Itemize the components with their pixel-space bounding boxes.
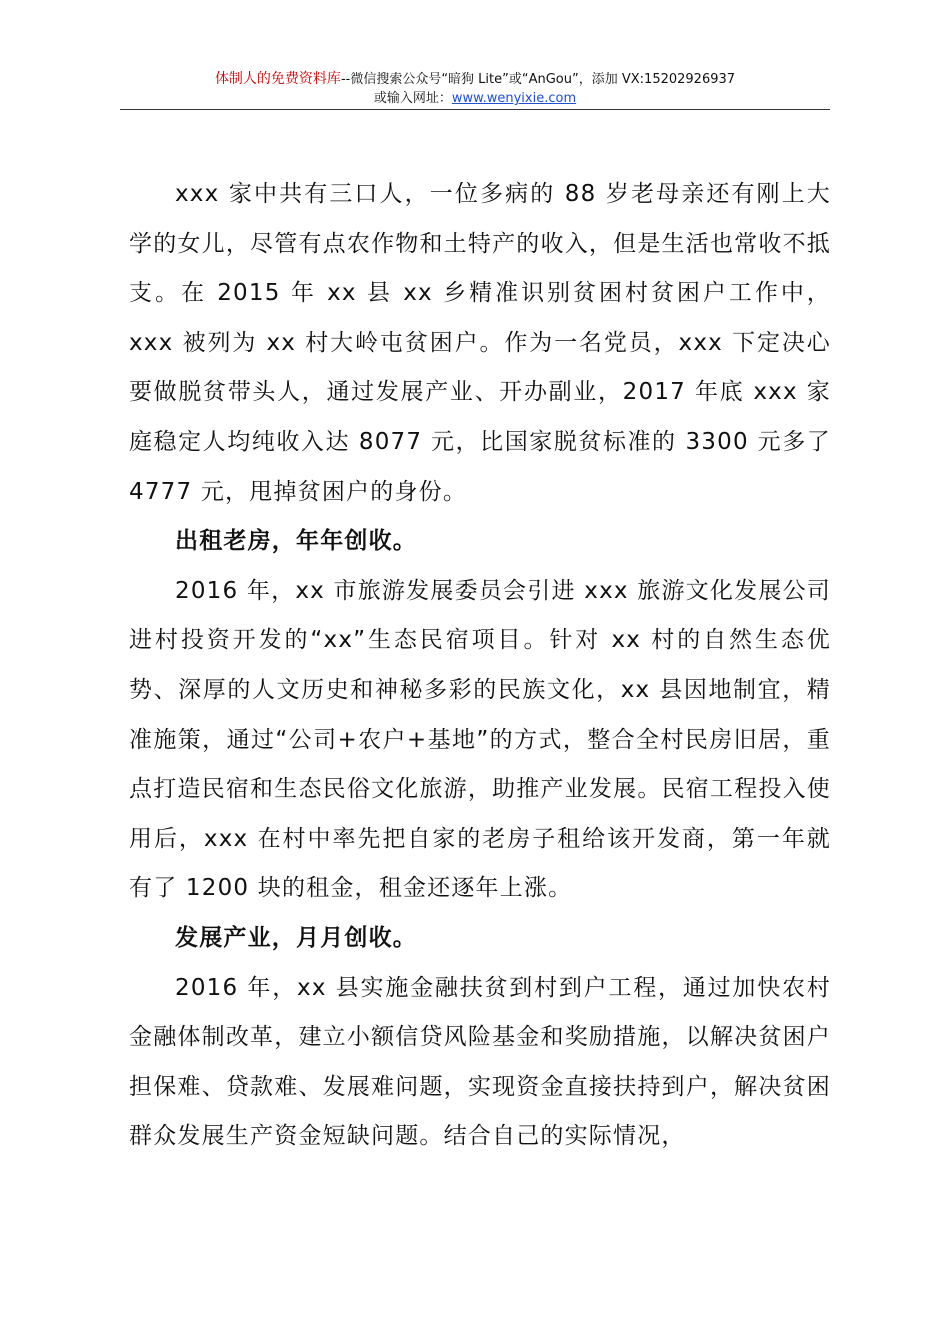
- section-heading-2: 发展产业，月月创收。: [175, 924, 417, 951]
- section-heading-1: 出租老房，年年创收。: [175, 528, 417, 555]
- header-divider: [120, 109, 830, 110]
- header-url-link[interactable]: www.wenyixie.com: [451, 91, 577, 106]
- header-contact: --微信搜索公众号“暗狗 Lite”或“AnGou”，添加 VX:15202926937: [340, 72, 736, 87]
- document-body: [129, 170, 831, 1162]
- header-line-1: [120, 70, 830, 89]
- header-line-2: [120, 89, 830, 108]
- paragraph-1: xxx 家中共有三口人，一位多病的 88 岁老母亲还有刚上大学的女儿，尽管有点农作物和土特产的收入，但是生活也常收不抵支。在 2015 年 xx 县 xx 乡精准识别贫困村贫困户工作中，xxx 被列为 xx 村大岭屯贫困户。作为一名党员，xxx 下定决心要做脱贫带头人，通过发展产业、开办副业，2017 年底 xxx 家庭稳定人均纯收入达 8077 元，比国家脱贫标准的 3300 元多了 4777 元，甩掉贫困户的身份。: [129, 181, 831, 505]
- paragraph-2: 2016 年，xx 市旅游发展委员会引进 xxx 旅游文化发展公司进村投资开发的“xx”生态民宿项目。针对 xx 村的自然生态优势、深厚的人文历史和神秘多彩的民族文化，xx 县因地制宜，精准施策，通过“公司+农户+基地”的方式，整合全村民房旧居，重点打造民宿和生态民俗文化旅游，助推产业发展。民宿工程投入使用后，xxx 在村中率先把自家的老房子租给该开发商，第一年就有了 1200 块的租金，租金还逐年上涨。: [129, 577, 831, 902]
- page-header: [120, 70, 830, 108]
- paragraph-3: 2016 年，xx 县实施金融扶贫到村到户工程，通过加快农村金融体制改革，建立小额信贷风险基金和奖励措施，以解决贫困户担保难、贷款难、发展难问题，实现资金直接扶持到户，解决贫困群众发展生产资金短缺问题。结合自己的实际情况，: [129, 974, 831, 1150]
- header-url-prefix: 或输入网址：: [373, 91, 452, 106]
- header-brand: 体制人的免费资料库: [214, 71, 341, 87]
